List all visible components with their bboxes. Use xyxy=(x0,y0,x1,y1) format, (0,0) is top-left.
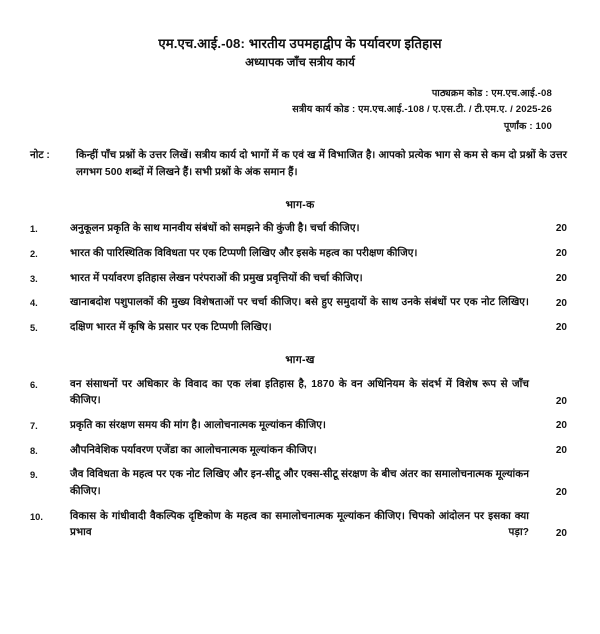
question-marks: 20 xyxy=(555,272,567,284)
question-text: औपनिवेशिक पर्यावरण एजेंडा का आलोचनात्मक मूल्यांकन कीजिए। xyxy=(70,444,317,456)
question-number: 4. xyxy=(30,298,38,309)
total-marks-line: पूर्णांक : 100 xyxy=(503,120,552,132)
question-marks: 20 xyxy=(555,322,567,334)
question-marks: 20 xyxy=(555,248,567,260)
question-text: खानाबदोश पशुपालकों की मुख्य विशेषताओं पर चर्चा कीजिए। बसे हुए समुदायों के साथ उनके संबंधों पर एक नोट लिखिए। xyxy=(70,297,529,309)
question-number: 6. xyxy=(30,379,38,390)
question-number: 5. xyxy=(30,323,38,334)
question-text: भारत की पारिस्थितिक विविधता पर एक टिप्पणी लिखिए और इसके महत्व का परीक्षण कीजिए। xyxy=(70,248,418,260)
page-title: एम.एच.आई.-08: भारतीय उपमहाद्वीप के पर्यावरण इतिहास xyxy=(158,36,442,51)
question-row xyxy=(0,320,600,337)
question-number: 10. xyxy=(30,511,43,522)
question-row xyxy=(0,377,600,410)
question-row xyxy=(0,467,600,500)
question-marks: 20 xyxy=(555,486,567,498)
section-heading-part-a: भाग-क xyxy=(285,199,315,212)
assignment-page xyxy=(0,34,600,634)
question-list-part-b xyxy=(0,377,600,542)
question-text: भारत में पर्यावरण इतिहास लेखन परंपराओं की प्रमुख प्रवृत्तियों की चर्चा कीजिए। xyxy=(70,272,363,284)
question-number: 7. xyxy=(30,421,38,432)
question-number: 9. xyxy=(30,470,38,481)
assignment-code-line: सत्रीय कार्य कोड : एम.एच.आई.-108 / ए.एस.टी. / टी.एम.ए. / 2025-26 xyxy=(292,104,552,116)
question-row xyxy=(0,418,600,435)
note-text: किन्हीं पाँच प्रश्नों के उत्तर लिखें। सत्रीय कार्य दो भागों में क एवं ख में विभाजित है। आपको प्रत्येक भाग से कम से कम दो प्रश्नों के उत्तर लगभग 500 शब्दों में लिखने हैं। सभी प्रश्नों के अंक समान हैं। xyxy=(76,150,567,178)
question-row xyxy=(0,509,600,542)
document-header xyxy=(0,34,600,72)
section-heading-part-b: भाग-ख xyxy=(285,353,315,366)
question-text: दक्षिण भारत में कृषि के प्रसार पर एक टिप्पणी लिखिए। xyxy=(70,322,272,334)
question-number: 3. xyxy=(30,273,38,284)
question-marks: 20 xyxy=(555,444,567,456)
question-marks: 20 xyxy=(555,223,567,235)
question-marks: 20 xyxy=(555,395,567,407)
question-row xyxy=(0,271,600,288)
question-marks: 20 xyxy=(555,297,567,309)
page-subtitle: अध्यापक जाँच सत्रीय कार्य xyxy=(245,56,355,70)
question-row xyxy=(0,443,600,460)
question-row xyxy=(0,246,600,263)
question-marks: 20 xyxy=(555,420,567,432)
question-number: 2. xyxy=(30,249,38,260)
question-text: विकास के गांधीवादी वैकल्पिक दृष्टिकोण के महत्व का समालोचनात्मक मूल्यांकन कीजिए। चिपको आंदोलन पर इसका क्या प्रभाव पड़ा? xyxy=(70,510,529,539)
question-number: 1. xyxy=(30,224,38,235)
question-text: अनुकूलन प्रकृति के साथ मानवीय संबंधों को समझने की कुंजी है। चर्चा कीजिए। xyxy=(70,223,360,235)
question-number: 8. xyxy=(30,445,38,456)
course-code-line: पाठ्यक्रम कोड : एम.एच.आई.-08 xyxy=(431,87,552,99)
question-marks: 20 xyxy=(555,527,567,539)
question-row xyxy=(0,221,600,238)
note-label: नोट : xyxy=(30,150,50,162)
question-list-part-a xyxy=(0,221,600,336)
question-text: वन संसाधनों पर अधिकार के विवाद का एक लंबा इतिहास है, 1870 के वन अधिनियम के संदर्भ में विशेष रूप से जाँच कीजिए। xyxy=(70,378,529,407)
question-row xyxy=(0,295,600,312)
question-text: प्रकृति का संरक्षण समय की मांग है। आलोचनात्मक मूल्यांकन कीजिए। xyxy=(70,420,326,432)
note-block xyxy=(0,148,600,181)
question-text: जैव विविधता के महत्व पर एक नोट लिखिए और इन-सीटू और एक्स-सीटू संरक्षण के बीच अंतर का समालोचनात्मक मूल्यांकन कीजिए। xyxy=(70,469,529,498)
course-meta-block xyxy=(0,86,600,136)
